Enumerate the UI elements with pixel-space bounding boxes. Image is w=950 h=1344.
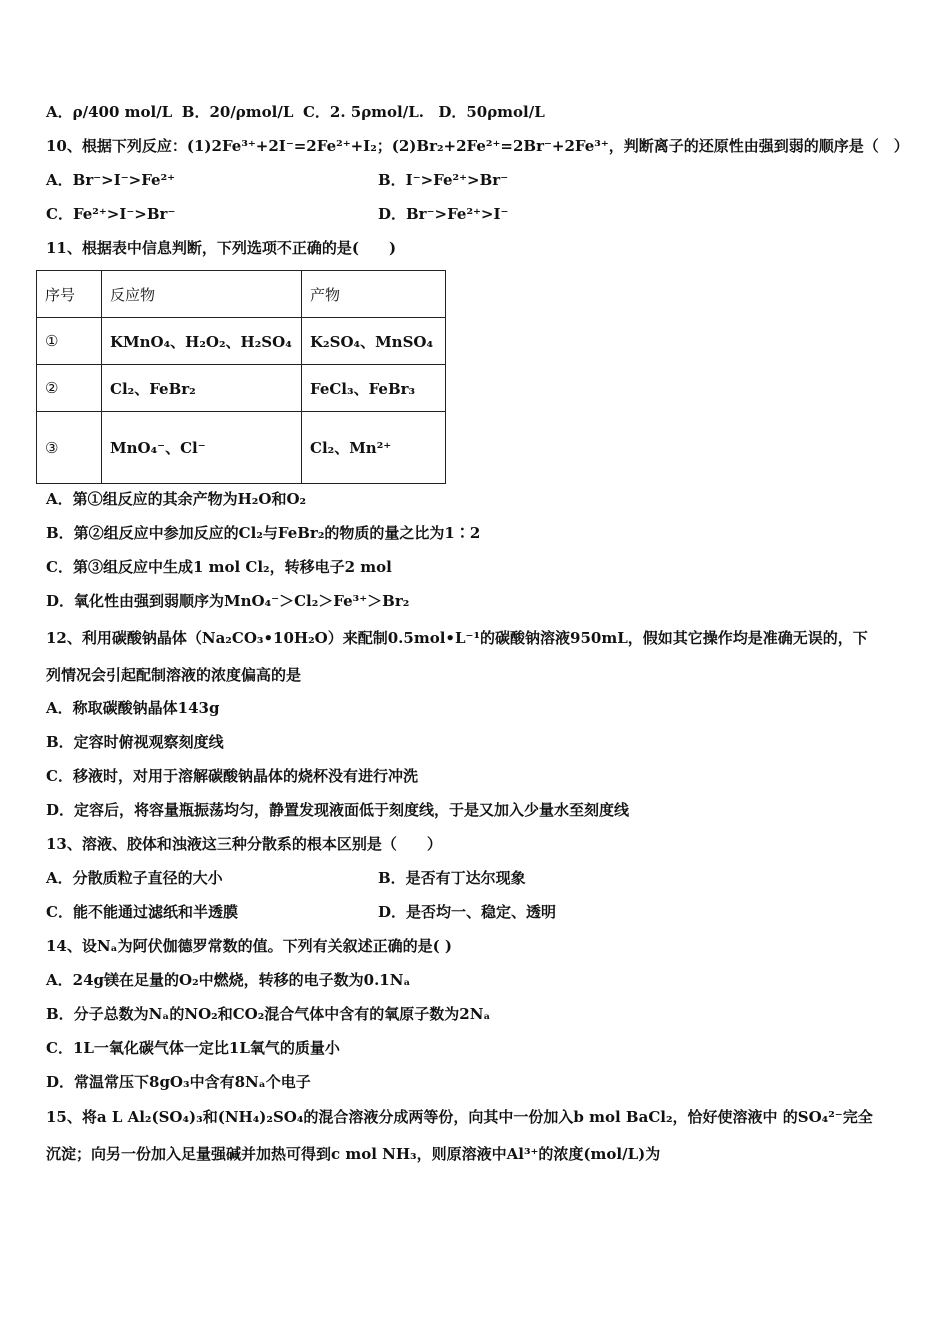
q10-option-d: D．Br⁻>Fe²⁺>I⁻ [378, 205, 509, 223]
table-row [37, 365, 446, 412]
q14-option-c: C．1L一氧化碳气体一定比1L氧气的质量小 [46, 1039, 340, 1057]
q14-option-a: A．24g镁在足量的O₂中燃烧，转移的电子数为0.1Nₐ [46, 971, 411, 989]
q9-option-a: A．ρ/400 mol/L [46, 103, 173, 121]
table-cell: Cl₂、FeBr₂ [102, 365, 302, 412]
q13-option-c: C．能不能通过滤纸和半透膜 [46, 903, 238, 921]
q9-options-row [46, 102, 545, 122]
table-cell: Cl₂、Mn²⁺ [302, 412, 446, 484]
q14-stem: 14、设Nₐ为阿伏伽德罗常数的值。下列有关叙述正确的是( ) [46, 937, 452, 955]
q11-option-c: C．第③组反应中生成1 mol Cl₂，转移电子2 mol [46, 558, 392, 576]
table-header-cell: 反应物 [102, 271, 302, 318]
q15-stem-line1: 15、将a L Al₂(SO₄)₃和(NH₄)₂SO₄的混合溶液分成两等份，向其中一份加入b mol BaCl₂，恰好使溶液中 的SO₄²⁻完全 [46, 1108, 873, 1126]
q10-option-b: B．I⁻>Fe²⁺>Br⁻ [378, 171, 509, 189]
table-cell: FeCl₃、FeBr₃ [302, 365, 446, 412]
q12-stem-line2: 列情况会引起配制溶液的浓度偏高的是 [46, 666, 302, 684]
table-header-row [37, 271, 446, 318]
q10-option-c: C．Fe²⁺>I⁻>Br⁻ [46, 205, 176, 223]
q14-option-b: B．分子总数为Nₐ的NO₂和CO₂混合气体中含有的氧原子数为2Nₐ [46, 1005, 491, 1023]
q9-option-d: D．50ρmol/L [438, 103, 545, 121]
q15-stem-line2: 沉淀；向另一份加入足量强碱并加热可得到c mol NH₃，则原溶液中Al³⁺的浓度(mol/L)为 [46, 1145, 661, 1163]
q11-info-table [36, 270, 446, 484]
table-row [37, 412, 446, 484]
table-cell: MnO₄⁻、Cl⁻ [102, 412, 302, 484]
q11-option-b: B．第②组反应中参加反应的Cl₂与FeBr₂的物质的量之比为1∶2 [46, 524, 481, 542]
q9-option-b: B．20/ρmol/L [181, 103, 294, 121]
q13-option-a: A．分散质粒子直径的大小 [46, 869, 223, 887]
q11-option-d: D．氧化性由强到弱顺序为MnO₄⁻＞Cl₂＞Fe³⁺＞Br₂ [46, 592, 410, 610]
q10-option-a: A．Br⁻>I⁻>Fe²⁺ [46, 171, 176, 189]
q14-option-d: D．常温常压下8gO₃中含有8Nₐ个电子 [46, 1073, 311, 1091]
q12-option-d: D．定容后，将容量瓶振荡均匀，静置发现液面低于刻度线，于是又加入少量水至刻度线 [46, 801, 630, 819]
table-cell: ③ [37, 412, 102, 484]
q10-stem: 10、根据下列反应：(1)2Fe³⁺+2I⁻=2Fe²⁺+I₂；(2)Br₂+2Fe²⁺=2Br⁻+2Fe³⁺，判断离子的还原性由强到弱的顺序是（ ） [46, 137, 909, 155]
q9-option-c: C．2. 5ρmol/L. [302, 103, 424, 121]
q11-stem: 11、根据表中信息判断，下列选项不正确的是( ) [46, 239, 397, 257]
table-cell: K₂SO₄、MnSO₄ [302, 318, 446, 365]
q11-option-a: A．第①组反应的其余产物为H₂O和O₂ [46, 490, 307, 508]
q12-stem-line1: 12、利用碳酸钠晶体（Na₂CO₃•10H₂O）来配制0.5mol•L⁻¹的碳酸钠溶液950mL，假如其它操作均是准确无误的，下 [46, 629, 868, 647]
q12-option-c: C．移液时，对用于溶解碳酸钠晶体的烧杯没有进行冲洗 [46, 767, 418, 785]
table-header-cell: 产物 [302, 271, 446, 318]
table-row [37, 318, 446, 365]
q12-option-a: A．称取碳酸钠晶体143g [46, 699, 220, 717]
q13-stem: 13、溶液、胶体和浊液这三种分散系的根本区别是（ ） [46, 835, 442, 853]
table-cell: KMnO₄、H₂O₂、H₂SO₄ [102, 318, 302, 365]
table-cell: ① [37, 318, 102, 365]
q13-option-b: B．是否有丁达尔现象 [378, 869, 526, 887]
q13-option-d: D．是否均一、稳定、透明 [378, 903, 557, 921]
table-header-cell: 序号 [37, 271, 102, 318]
q12-option-b: B．定容时俯视观察刻度线 [46, 733, 224, 751]
table-cell: ② [37, 365, 102, 412]
